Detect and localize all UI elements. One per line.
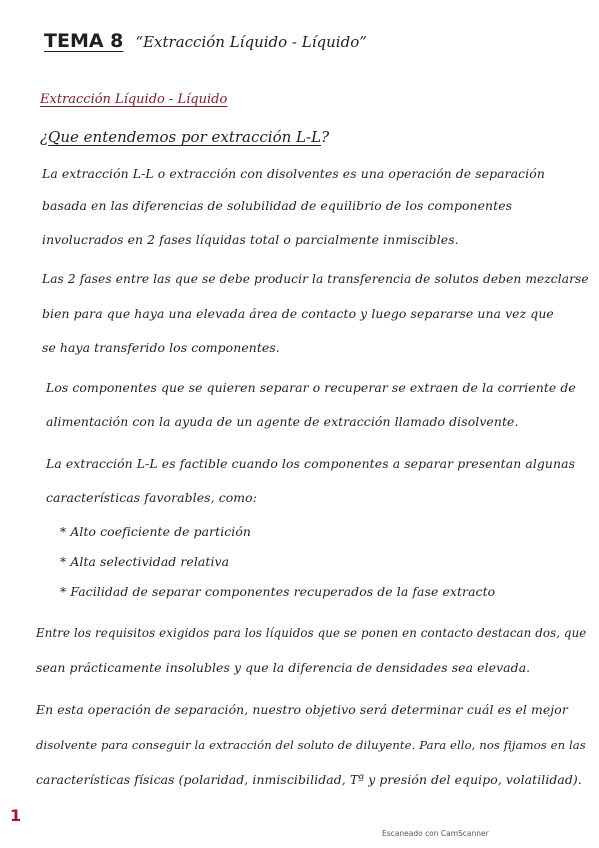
- page-number: 1: [10, 806, 22, 825]
- text-line: Las 2 fases entre las que se debe producir la transferencia de solutos deben mezclarse: [42, 272, 589, 286]
- question-close-mark: ?: [321, 128, 330, 146]
- question-text: Que entendemos por extracción L-L: [48, 128, 322, 146]
- text-line: bien para que haya una elevada área de contacto y luego separarse una vez que: [42, 306, 554, 321]
- text-line: Los componentes que se quieren separar o recuperar se extraen de la corriente de: [46, 380, 576, 395]
- text-line: características favorables, como:: [46, 490, 257, 505]
- text-line: alimentación con la ayuda de un agente de extracción llamado disolvente.: [46, 414, 519, 429]
- text-line: se haya transferido los componentes.: [42, 340, 280, 355]
- bullet-item: * Facilidad de separar componentes recuperados de la fase extracto: [60, 584, 496, 599]
- tema-label: TEMA 8: [44, 30, 124, 52]
- section-title: Extracción Líquido - Líquido: [40, 92, 228, 107]
- text-line: En esta operación de separación, nuestro objetivo será determinar cuál es el mejor: [36, 702, 568, 717]
- tema-subtitle: “Extracción Líquido - Líquido”: [135, 33, 367, 51]
- question-open-mark: ¿: [40, 128, 49, 146]
- text-line: disolvente para conseguir la extracción del soluto de diluyente. Para ello, nos fijamos en las: [36, 738, 586, 752]
- text-line: características físicas (polaridad, inmiscibilidad, Tª y presión del equipo, volatilidad).: [36, 772, 582, 787]
- text-line: Entre los requisitos exigidos para los líquidos que se ponen en contacto destacan dos, que: [36, 626, 587, 640]
- text-line: La extracción L-L o extracción con disolventes es una operación de separación: [42, 166, 545, 181]
- text-line: La extracción L-L es factible cuando los componentes a separar presentan algunas: [46, 456, 576, 471]
- bullet-item: * Alta selectividad relativa: [60, 554, 230, 569]
- scanner-watermark: Escaneado con CamScanner: [382, 829, 489, 838]
- text-line: involucrados en 2 fases líquidas total o parcialmente inmiscibles.: [42, 232, 459, 247]
- text-line: basada en las diferencias de solubilidad de equilibrio de los componentes: [42, 198, 513, 213]
- text-line: sean prácticamente insolubles y que la diferencia de densidades sea elevada.: [36, 660, 531, 675]
- question-heading: [40, 128, 329, 146]
- bullet-item: * Alto coeficiente de partición: [60, 524, 251, 539]
- page-title: [44, 30, 367, 52]
